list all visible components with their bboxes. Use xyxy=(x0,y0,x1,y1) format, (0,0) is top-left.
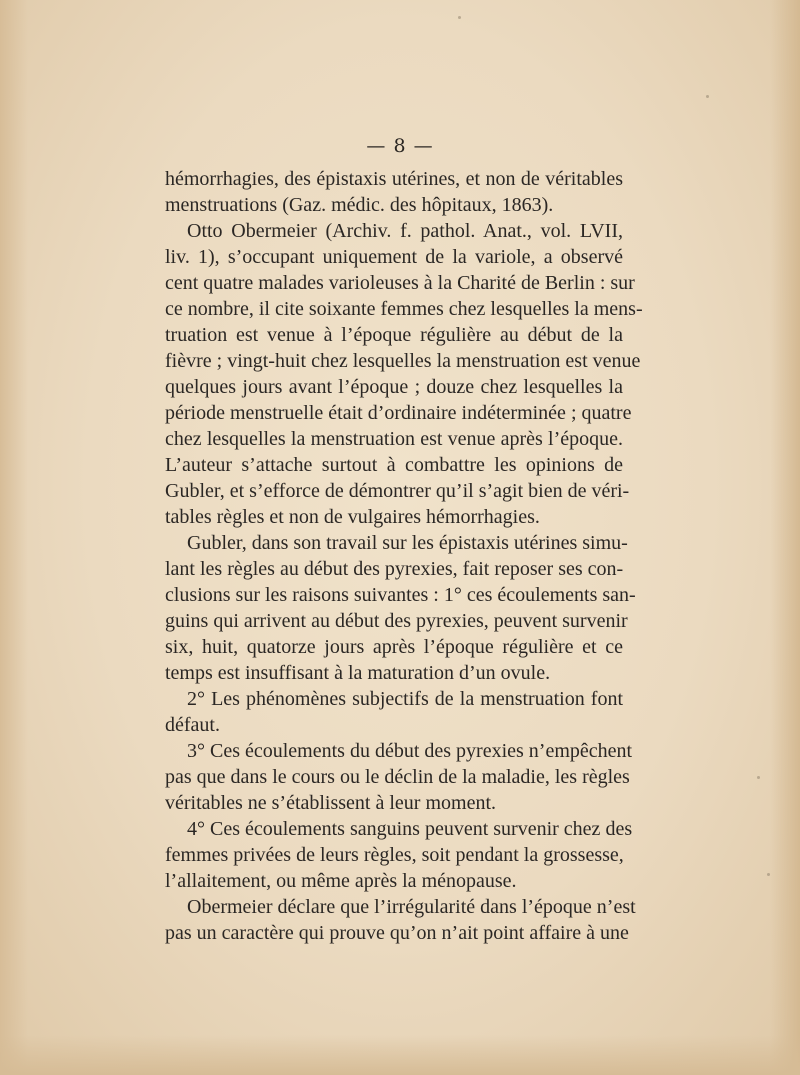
text-line: clusions sur les raisons suivantes : 1° ces écoulements san- xyxy=(165,584,636,606)
text-line: femmes privées de leurs règles, soit pendant la grossesse, xyxy=(165,844,624,866)
text-line: l’allaitement, ou même après la ménopause. xyxy=(165,870,517,892)
text-line: 4° Ces écoulements sanguins peuvent survenir chez des xyxy=(187,818,633,840)
text-line: truation est venue à l’époque régulière au début de la xyxy=(165,324,623,346)
text-line: véritables ne s’établissent à leur moment. xyxy=(165,792,497,814)
text-line: 3° Ces écoulements du début des pyrexies n’empêchent xyxy=(187,740,633,762)
text-line: Gubler, et s’efforce de démontrer qu’il s’agit bien de véri- xyxy=(165,480,630,502)
paper-speck xyxy=(706,95,709,98)
text-line: ce nombre, il cite soixante femmes chez lesquelles la mens- xyxy=(165,298,643,320)
text-line: Otto Obermeier (Archiv. f. pathol. Anat., vol. LVII, xyxy=(187,220,623,242)
text-line: 2° Les phénomènes subjectifs de la menstruation font xyxy=(187,688,623,710)
page-number: — 8 — xyxy=(366,135,434,157)
text-line: six, huit, quatorze jours après l’époque régulière et ce xyxy=(165,636,623,658)
paper-speck xyxy=(757,776,760,779)
body-text xyxy=(165,166,643,946)
page-edge-shadow-bottom xyxy=(0,1035,800,1075)
text-line: Gubler, dans son travail sur les épistaxis utérines simu- xyxy=(187,532,628,554)
text-line: menstruations (Gaz. médic. des hôpitaux, 1863). xyxy=(165,194,554,216)
page-edge-shadow-left xyxy=(0,0,28,1075)
text-line: défaut. xyxy=(165,714,220,736)
text-line: L’auteur s’attache surtout à combattre les opinions de xyxy=(165,454,623,476)
text-line: fièvre ; vingt-huit chez lesquelles la menstruation est venue xyxy=(165,350,641,372)
text-line: lant les règles au début des pyrexies, fait reposer ses con- xyxy=(165,558,624,580)
text-line: pas que dans le cours ou le déclin de la maladie, les règles xyxy=(165,766,630,788)
text-line: Obermeier déclare que l’irrégularité dans l’époque n’est xyxy=(187,896,636,918)
paper-speck xyxy=(458,16,461,19)
paper-speck xyxy=(767,873,770,876)
text-line: tables règles et non de vulgaires hémorrhagies. xyxy=(165,506,540,528)
text-line: guins qui arrivent au début des pyrexies, peuvent survenir xyxy=(165,610,628,632)
text-line: liv. 1), s’occupant uniquement de la variole, a observé xyxy=(165,246,623,268)
text-line: quelques jours avant l’époque ; douze chez lesquelles la xyxy=(165,376,623,398)
text-line: temps est insuffisant à la maturation d’un ovule. xyxy=(165,662,551,684)
page-edge-shadow-right xyxy=(770,0,800,1075)
text-line: hémorrhagies, des épistaxis utérines, et non de véritables xyxy=(165,168,623,190)
text-line: cent quatre malades varioleuses à la Charité de Berlin : sur xyxy=(165,272,635,294)
text-line: période menstruelle était d’ordinaire indéterminée ; quatre xyxy=(165,402,632,424)
text-line: pas un caractère qui prouve qu’on n’ait point affaire à une xyxy=(165,922,629,944)
text-line: chez lesquelles la menstruation est venue après l’époque. xyxy=(165,428,623,450)
